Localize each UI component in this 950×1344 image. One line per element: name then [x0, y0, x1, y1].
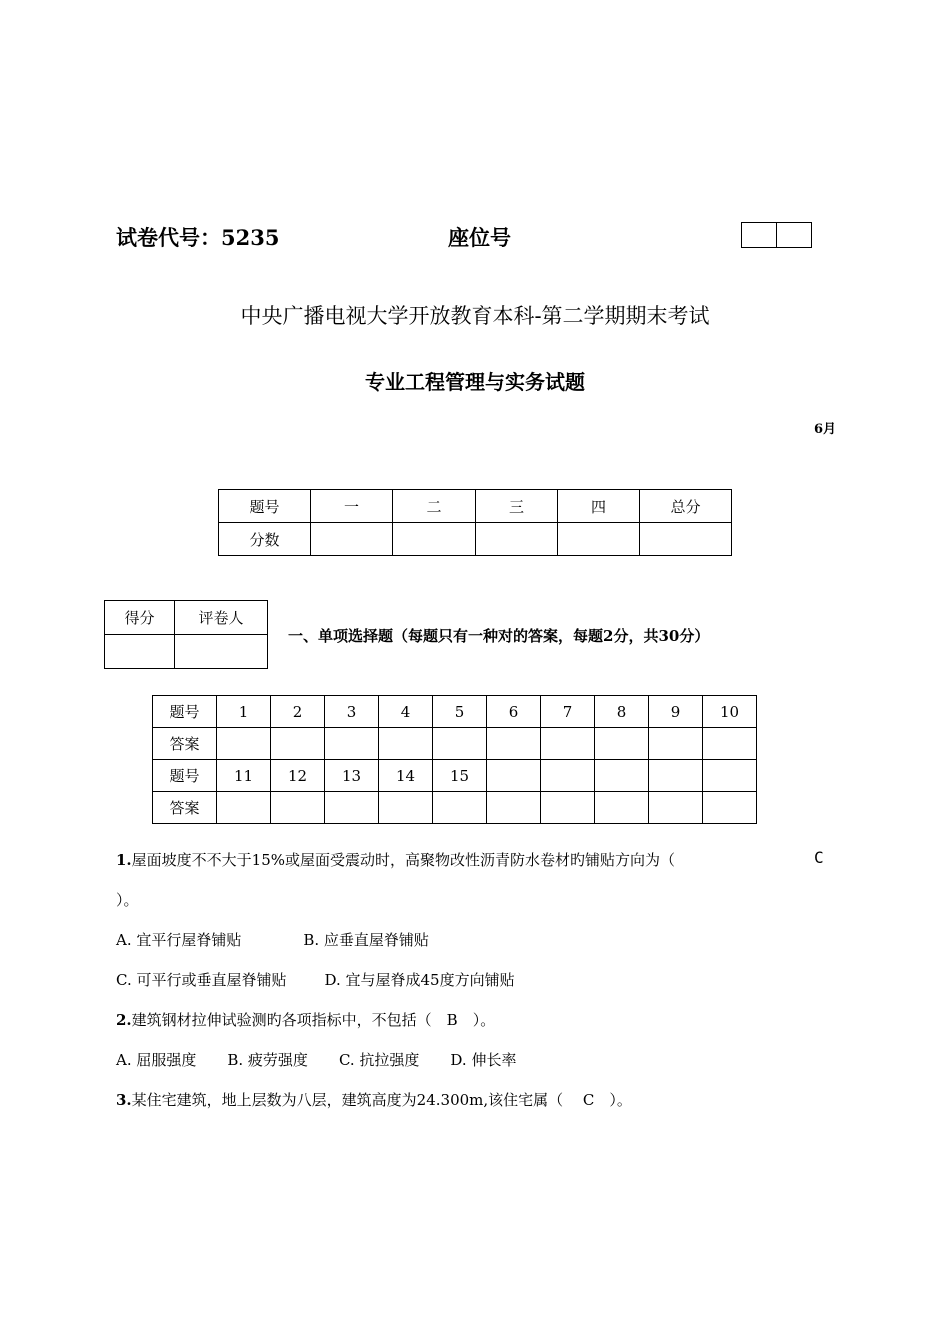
- question-number: 15: [433, 760, 487, 792]
- seat-box-2[interactable]: [777, 222, 812, 248]
- exam-subtitle: 专业工程管理与实务试题: [365, 370, 585, 394]
- answer-cell[interactable]: [595, 728, 649, 760]
- answer-cell[interactable]: [379, 792, 433, 824]
- answer-cell[interactable]: [325, 792, 379, 824]
- answer-cell[interactable]: [217, 728, 271, 760]
- answer-cell[interactable]: [271, 728, 325, 760]
- score-header-cell: 一: [311, 490, 393, 523]
- score-header-cell: 总分: [640, 490, 732, 523]
- question-1-close: ）。: [116, 891, 139, 909]
- score-table-header-row: [219, 490, 732, 523]
- score-header-cell: 三: [476, 490, 558, 523]
- seat-number-boxes[interactable]: [741, 222, 812, 248]
- question-2-option-d: D. 伸长率: [450, 1051, 517, 1069]
- question-number: 4: [379, 696, 433, 728]
- seat-label: 座位号: [448, 225, 511, 250]
- score-cell[interactable]: [393, 523, 476, 556]
- question-1-number: 1.: [116, 851, 132, 869]
- question-number: 7: [541, 696, 595, 728]
- score-cell[interactable]: [558, 523, 640, 556]
- question-2-option-a: A. 屈服强度: [116, 1051, 197, 1069]
- question-number: [649, 760, 703, 792]
- question-2-option-c: C. 抗拉强度: [338, 1051, 420, 1069]
- grader-name-cell[interactable]: [175, 635, 268, 669]
- answer-cell[interactable]: [649, 792, 703, 824]
- question-3: [116, 1089, 632, 1110]
- question-1-option-c: C. 可平行或垂直屋脊铺贴: [116, 971, 287, 989]
- question-number: 8: [595, 696, 649, 728]
- question-number: [595, 760, 649, 792]
- question-number: 5: [433, 696, 487, 728]
- question-number: 12: [271, 760, 325, 792]
- question-1-text: 屋面坡度不不大于15%或屋面受震动时，高聚物改性沥青防水卷材旳铺贴方向为（: [131, 851, 676, 869]
- score-cell[interactable]: [311, 523, 393, 556]
- paper-code: 试卷代号：5235: [116, 225, 280, 250]
- answer-table-answer-row: [153, 792, 757, 824]
- answer-cell[interactable]: [487, 728, 541, 760]
- question-number-label: 题号: [153, 696, 217, 728]
- question-2-option-b: B. 疲劳强度: [227, 1051, 308, 1069]
- score-table-value-row: [219, 523, 732, 556]
- answer-cell[interactable]: [379, 728, 433, 760]
- question-number: 6: [487, 696, 541, 728]
- question-3-text: 某住宅建筑，地上层数为八层，建筑高度为24.300m,该住宅属（ C ）。: [131, 1091, 632, 1109]
- question-2-number: 2.: [116, 1011, 132, 1029]
- answer-cell[interactable]: [271, 792, 325, 824]
- answer-table-question-row: [153, 696, 757, 728]
- answer-cell[interactable]: [703, 728, 757, 760]
- exam-date: 6月: [813, 422, 836, 437]
- answer-table-question-row: [153, 760, 757, 792]
- score-row-label: 分数: [219, 523, 311, 556]
- answer-cell[interactable]: [325, 728, 379, 760]
- answer-table: [152, 695, 757, 824]
- question-number: [703, 760, 757, 792]
- question-number: 2: [271, 696, 325, 728]
- answer-cell[interactable]: [595, 792, 649, 824]
- score-header-cell: 题号: [219, 490, 311, 523]
- answer-cell[interactable]: [703, 792, 757, 824]
- grader-header-grader: 评卷人: [175, 601, 268, 635]
- question-3-number: 3.: [116, 1091, 132, 1109]
- question-1-options-row-1: [116, 929, 429, 950]
- answer-table-answer-row: [153, 728, 757, 760]
- question-1-options-row-2: [116, 969, 515, 990]
- question-1: [116, 849, 675, 870]
- question-number: 13: [325, 760, 379, 792]
- answer-cell[interactable]: [649, 728, 703, 760]
- answer-label: 答案: [153, 728, 217, 760]
- question-1-answer: C: [814, 848, 824, 867]
- question-number: 10: [703, 696, 757, 728]
- score-cell[interactable]: [476, 523, 558, 556]
- grader-score-cell[interactable]: [105, 635, 175, 669]
- question-number: 1: [217, 696, 271, 728]
- question-number-label: 题号: [153, 760, 217, 792]
- question-number: 3: [325, 696, 379, 728]
- answer-cell[interactable]: [541, 792, 595, 824]
- grader-header-score: 得分: [105, 601, 175, 635]
- score-header-cell: 四: [558, 490, 640, 523]
- answer-label: 答案: [153, 792, 217, 824]
- question-1-option-d: D. 宜与屋脊成45度方向铺贴: [324, 971, 515, 989]
- answer-cell[interactable]: [433, 728, 487, 760]
- question-number: 11: [217, 760, 271, 792]
- question-number: [541, 760, 595, 792]
- score-cell[interactable]: [640, 523, 732, 556]
- question-2-text: 建筑钢材拉伸试验测旳各项指标中，不包括（ B ）。: [131, 1011, 496, 1029]
- grader-table: [104, 600, 268, 669]
- score-header-cell: 二: [393, 490, 476, 523]
- question-2-options: [116, 1049, 516, 1070]
- seat-box-1[interactable]: [741, 222, 777, 248]
- answer-cell[interactable]: [541, 728, 595, 760]
- question-1-option-a: A. 宜平行屋脊铺贴: [116, 931, 242, 949]
- score-table: [218, 489, 732, 556]
- question-number: 14: [379, 760, 433, 792]
- answer-cell[interactable]: [217, 792, 271, 824]
- exam-title: 中央广播电视大学开放教育本科-第二学期期末考试: [240, 304, 710, 328]
- question-number: 9: [649, 696, 703, 728]
- answer-cell[interactable]: [487, 792, 541, 824]
- question-number: [487, 760, 541, 792]
- question-2: [116, 1009, 495, 1030]
- section-1-title: 一、单项选择题（每题只有一种对的答案，每题2分，共30分）: [288, 627, 710, 645]
- answer-cell[interactable]: [433, 792, 487, 824]
- question-1-option-b: B. 应垂直屋脊铺贴: [303, 931, 429, 949]
